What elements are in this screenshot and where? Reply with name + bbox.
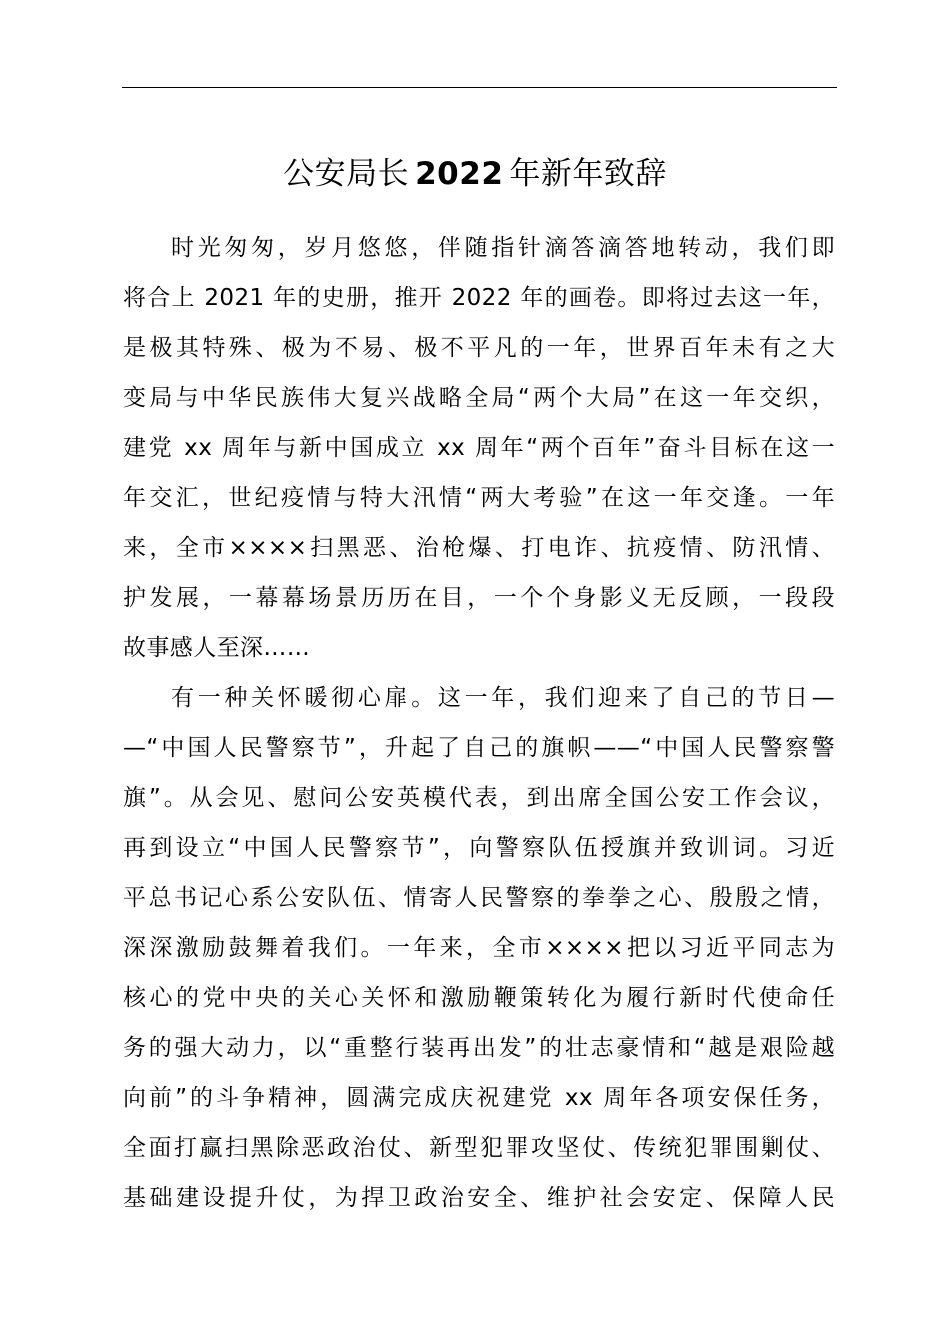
paragraph-line: 再到设立“中国人民警察节”，向警察队伍授旗并致训词。习近 [123, 835, 835, 861]
paragraph-line: 将合上 2021 年的史册，推开 2022 年的画卷。即将过去这一年， [123, 285, 835, 311]
paragraph-line: 有一种关怀暖彻心扉。这一年，我们迎来了自己的节日— [171, 685, 835, 711]
title-prefix: 公安局长 [283, 156, 410, 192]
paragraph-line: 故事感人至深…… [123, 635, 311, 661]
paragraph-line: 务的强大动力，以“重整行装再出发”的壮志豪情和“越是艰险越 [123, 1035, 835, 1061]
paragraph-line: 来，全市××××扫黑恶、治枪爆、打电诈、抗疫情、防汛情、 [123, 535, 835, 561]
paragraph-line: 是极其特殊、极为不易、极不平凡的一年，世界百年未有之大 [123, 335, 835, 361]
paragraph-line: 建党 xx 周年与新中国成立 xx 周年“两个百年”奋斗目标在这一 [123, 435, 835, 461]
header-rule [122, 87, 837, 88]
title-year: 2022 [415, 156, 504, 192]
paragraph-line: 核心的党中央的关心关怀和激励鞭策转化为履行新时代使命任 [123, 985, 835, 1011]
paragraph-line: 旗”。从会见、慰问公安英模代表，到出席全国公安工作会议， [123, 785, 835, 811]
paragraph-line: 平总书记心系公安队伍、情寄人民警察的拳拳之心、殷殷之情， [123, 885, 835, 911]
paragraph-line: 年交汇，世纪疫情与特大汛情“两大考验”在这一年交逢。一年 [123, 485, 835, 511]
paragraph-line: —“中国人民警察节”，升起了自己的旗帜——“中国人民警察警 [123, 735, 835, 761]
paragraph-line: 深深激励鼓舞着我们。一年来，全市××××把以习近平同志为 [123, 935, 835, 961]
paragraph-line: 向前”的斗争精神，圆满完成庆祝建党 xx 周年各项安保任务， [123, 1085, 835, 1111]
paragraph-line: 护发展，一幕幕场景历历在目，一个个身影义无反顾，一段段 [123, 585, 835, 611]
paragraph-line: 时光匆匆，岁月悠悠，伴随指针滴答滴答地转动，我们即 [171, 235, 835, 261]
title-suffix: 年新年致辞 [509, 156, 667, 192]
document-title [0, 148, 950, 200]
paragraph-line: 全面打赢扫黑除恶政治仗、新型犯罪攻坚仗、传统犯罪围剿仗、 [123, 1135, 835, 1161]
paragraph-line: 基础建设提升仗，为捍卫政治安全、维护社会安定、保障人民 [123, 1185, 835, 1211]
paragraph-line: 变局与中华民族伟大复兴战略全局“两个大局”在这一年交织， [123, 385, 835, 411]
